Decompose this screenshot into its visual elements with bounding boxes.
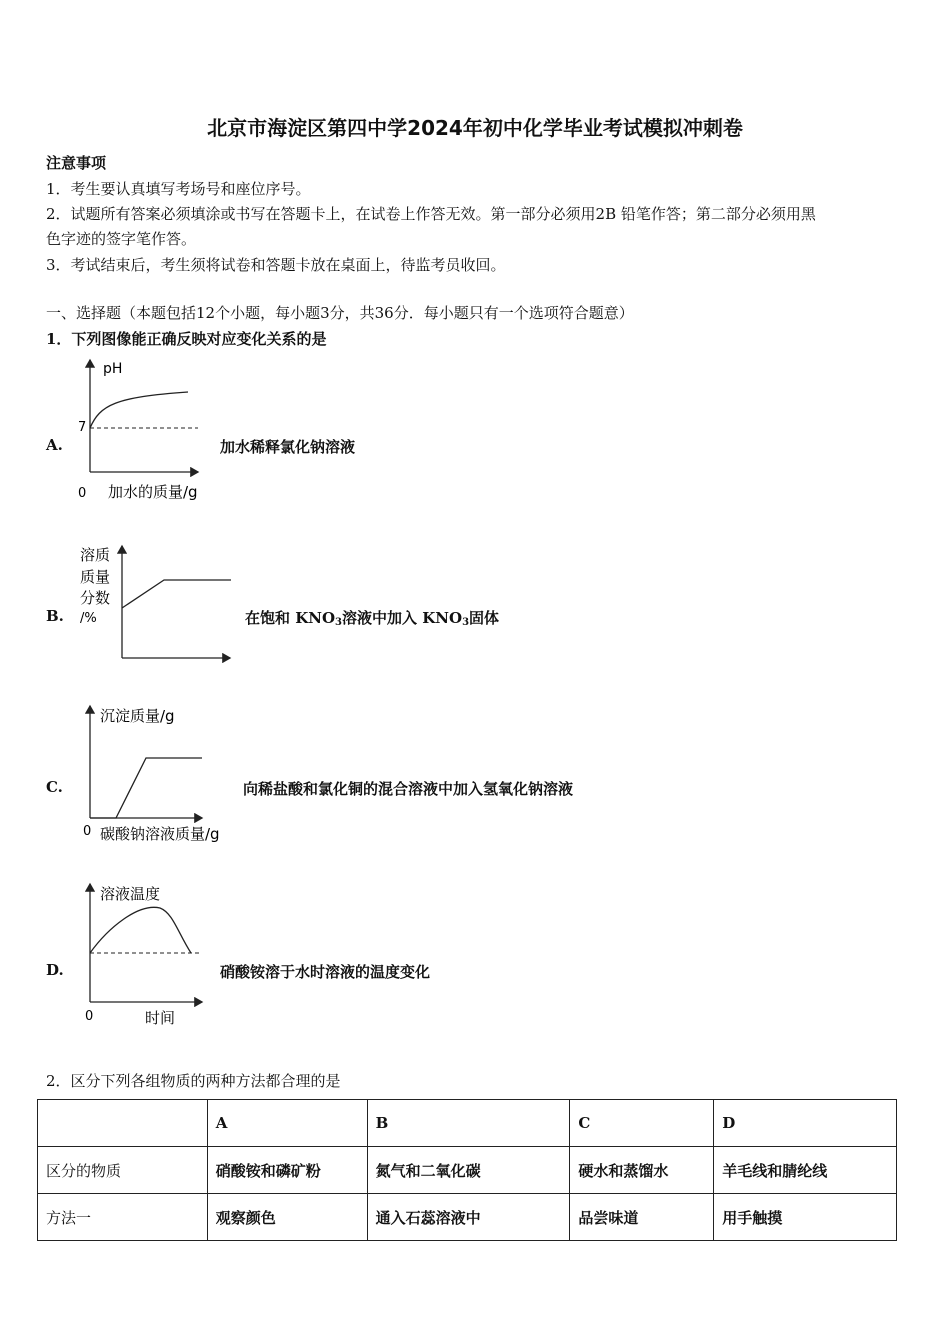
curve (122, 580, 231, 608)
table-cell: A (207, 1100, 367, 1147)
graph-b (76, 540, 241, 670)
tick-label: 7 (78, 420, 87, 435)
option-a-text: 加水稀释氯化钠溶液 (220, 438, 356, 456)
option-c-text: 向稀盐酸和氯化铜的混合溶液中加入氢氧化钠溶液 (243, 780, 574, 798)
table-cell: 观察颜色 (207, 1194, 367, 1241)
table-cell: 通入石蕊溶液中 (367, 1194, 570, 1241)
curve (90, 758, 202, 818)
y-axis-label-line: /% (80, 611, 97, 626)
table-cell: 氮气和二氧化碳 (367, 1147, 570, 1194)
x-axis-label: 加水的质量/g (108, 483, 198, 501)
table-cell: 品尝味道 (570, 1194, 714, 1241)
notice-item: 1．考生要认真填写考场号和座位序号。 (46, 180, 311, 198)
option-d-text: 硝酸铵溶于水时溶液的温度变化 (220, 963, 431, 981)
y-axis-label-line: 溶质 (80, 546, 111, 564)
origin-label: 0 (78, 486, 87, 501)
graph-c (78, 700, 248, 850)
option-c-letter: C. (46, 778, 63, 796)
option-b-text: 在饱和 $KNO_3$溶液中加入 $KNO_3$固体 (245, 609, 500, 628)
y-axis-label-line: 质量 (80, 568, 111, 586)
x-axis-label: 时间 (145, 1009, 176, 1027)
table-cell: 用手触摸 (714, 1194, 897, 1241)
table-cell: B (367, 1100, 570, 1147)
y-axis-label: 溶液温度 (100, 885, 161, 903)
page-title: 北京市海淀区第四中学2024年初中化学毕业考试模拟冲刺卷 (207, 116, 743, 140)
table-cell: 区分的物质 (38, 1147, 208, 1194)
curve (90, 907, 191, 953)
option-d-letter: D. (46, 961, 64, 979)
table-row (38, 1147, 897, 1194)
table-cell: 方法一 (38, 1194, 208, 1241)
curve (90, 392, 188, 428)
table-header-row (38, 1100, 897, 1147)
question-2-stem: 2．区分下列各组物质的两种方法都合理的是 (46, 1072, 341, 1090)
option-a-letter: A. (46, 436, 63, 454)
y-axis-label-line: 分数 (80, 589, 111, 607)
origin-label: 0 (83, 824, 92, 839)
x-axis-label: 碳酸钠溶液质量/g (100, 825, 220, 843)
notice-item: 3．考试结束后，考生须将试卷和答题卡放在桌面上，待监考员收回。 (46, 256, 506, 274)
table-cell: D (714, 1100, 897, 1147)
comparison-table (37, 1099, 897, 1241)
section-heading: 一、选择题（本题包括12个小题，每小题3分，共36分．每小题只有一个选项符合题意） (46, 304, 634, 322)
graph-d (78, 878, 228, 1030)
table-cell: C (570, 1100, 714, 1147)
table-row (38, 1194, 897, 1241)
y-axis-label: 沉淀质量/g (100, 707, 175, 725)
table-cell: 羊毛线和腈纶线 (714, 1147, 897, 1194)
graph-a (70, 355, 220, 505)
notice-heading: 注意事项 (46, 154, 107, 172)
notice-item: 色字迹的签字笔作答。 (46, 230, 197, 248)
option-b-letter: B. (46, 607, 64, 625)
question-1-stem: 1．下列图像能正确反映对应变化关系的是 (46, 330, 327, 348)
table-cell: 硝酸铵和磷矿粉 (207, 1147, 367, 1194)
origin-label: 0 (85, 1009, 94, 1024)
table-cell: 硬水和蒸馏水 (570, 1147, 714, 1194)
y-axis-label: pH (103, 361, 123, 377)
notice-item: 2．试题所有答案必须填涂或书写在答题卡上，在试卷上作答无效。第一部分必须用2B 铅笔作答；第二部分必须用黑 (46, 205, 816, 223)
table-cell (38, 1100, 208, 1147)
